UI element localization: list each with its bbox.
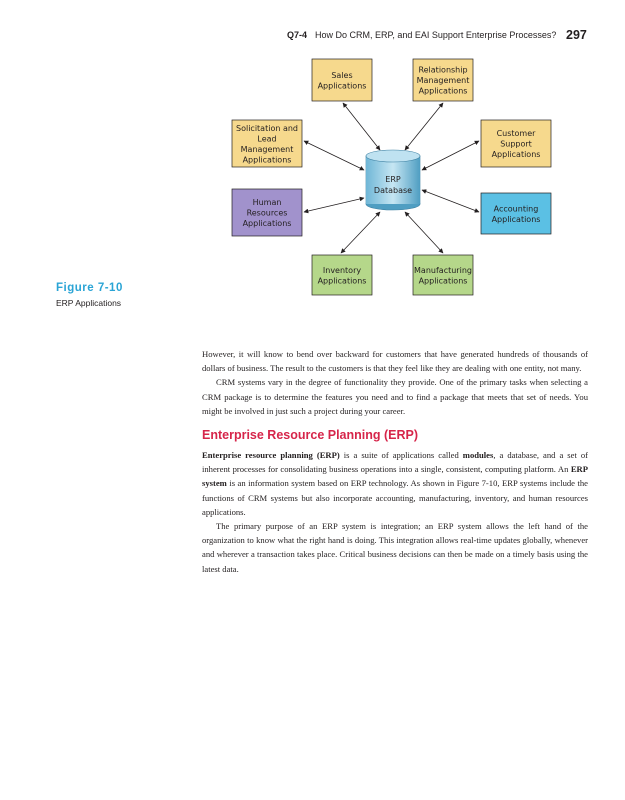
sales-box [312,59,372,101]
sales-label-line: Applications [317,81,367,91]
solicitation-label-line: Applications [242,155,292,165]
figure-label: Figure 7-10 [56,282,123,294]
section-number: Q7-4 [287,30,308,40]
erp-diagram [0,0,625,320]
human-box [232,189,302,236]
relationship-label-line: Management [416,76,470,85]
human-arrow [304,198,364,212]
inventory-box [312,255,372,295]
sales-label-line: Sales [331,70,353,80]
sales-arrow [343,103,380,150]
relationship-arrow [405,103,443,150]
p3-text3: is an information system based on ERP technology. As shown in Figure 7-10, ERP systems include the functions of CRM systems but also incorporate accounting, manufacturing, inventory, and human resources applications. [202,478,588,517]
customer-label-line: Customer [496,129,536,138]
section-heading: Enterprise Resource Planning (ERP) [202,428,419,442]
term-erp: Enterprise resource planning (ERP) [202,450,340,460]
accounting-arrow [422,190,479,212]
accounting-box [481,193,551,234]
manufacturing-arrow [405,212,443,253]
database-label-line2: Database [373,186,413,195]
manufacturing-box [413,255,473,295]
page-number: 297 [566,28,587,42]
solicitation-label-line: Solicitation and [236,123,298,133]
human-label-line: Applications [242,219,292,228]
manufacturing-box-bg [413,255,473,295]
relationship-label-line: Relationship [418,65,468,75]
term-modules: modules [462,450,494,460]
manufacturing-label-line: Manufacturing [414,265,472,275]
accounting-label-line: Accounting [493,204,539,214]
paragraph-2: CRM systems vary in the degree of functionality they provide. One of the primary tasks when selecting a CRM package is to determine the features you need and to find a package that meets that set of needs. You might be involved in just such a project during your career. [202,377,588,416]
inventory-arrow [341,212,380,253]
section-title: How Do CRM, ERP, and EAI Support Enterprise Processes? [315,30,557,40]
figure-caption: ERP Applications [56,298,122,308]
manufacturing-label-line: Applications [418,276,468,286]
term-erp-system: ERP system [202,464,588,489]
database-label-line1: ERP [385,175,401,184]
p3-text2: , a database, and a set of inherent processes for consolidating business operations into a single, consistent, computing platform. An [202,450,589,475]
customer-label-line: Applications [491,150,541,159]
inventory-box-bg [312,255,372,295]
solicitation-label-line: Lead [257,134,277,144]
human-label-line: Resources [246,208,288,218]
inventory-label-line: Applications [317,276,367,286]
solicitation-label-line: Management [240,144,294,154]
paragraph-1: However, it will know to bend over backward for customers that have generated hundreds of thousands of dollars of business. The result to the customers is that they feel like they are dealing with one entity, not many. [202,349,588,374]
solicitation-arrow [304,141,364,170]
paragraph-3 [202,448,588,519]
customer-arrow [422,141,479,170]
customer-box [481,120,551,167]
relationship-box [413,59,473,101]
inventory-label-line: Inventory [322,265,362,275]
solicitation-box [232,120,302,167]
p3-text1: is a suite of applications called [339,450,463,460]
accounting-label-line: Applications [491,214,541,224]
human-label-line: Human [252,198,282,207]
sales-box-bg [312,59,372,101]
body-text-top [202,347,588,418]
relationship-label-line: Applications [418,86,468,96]
erp-database [366,150,420,210]
body-text-erp [202,448,588,576]
customer-label-line: Support [500,139,532,149]
accounting-box-bg [481,193,551,234]
paragraph-4: The primary purpose of an ERP system is integration; an ERP system allows the left hand of the organization to know what the right hand is doing. This integration allows real-time updates globally, whenever and wherever a transaction takes place. Critical business decisions can then be made on a timely basis using the latest data. [202,521,588,574]
